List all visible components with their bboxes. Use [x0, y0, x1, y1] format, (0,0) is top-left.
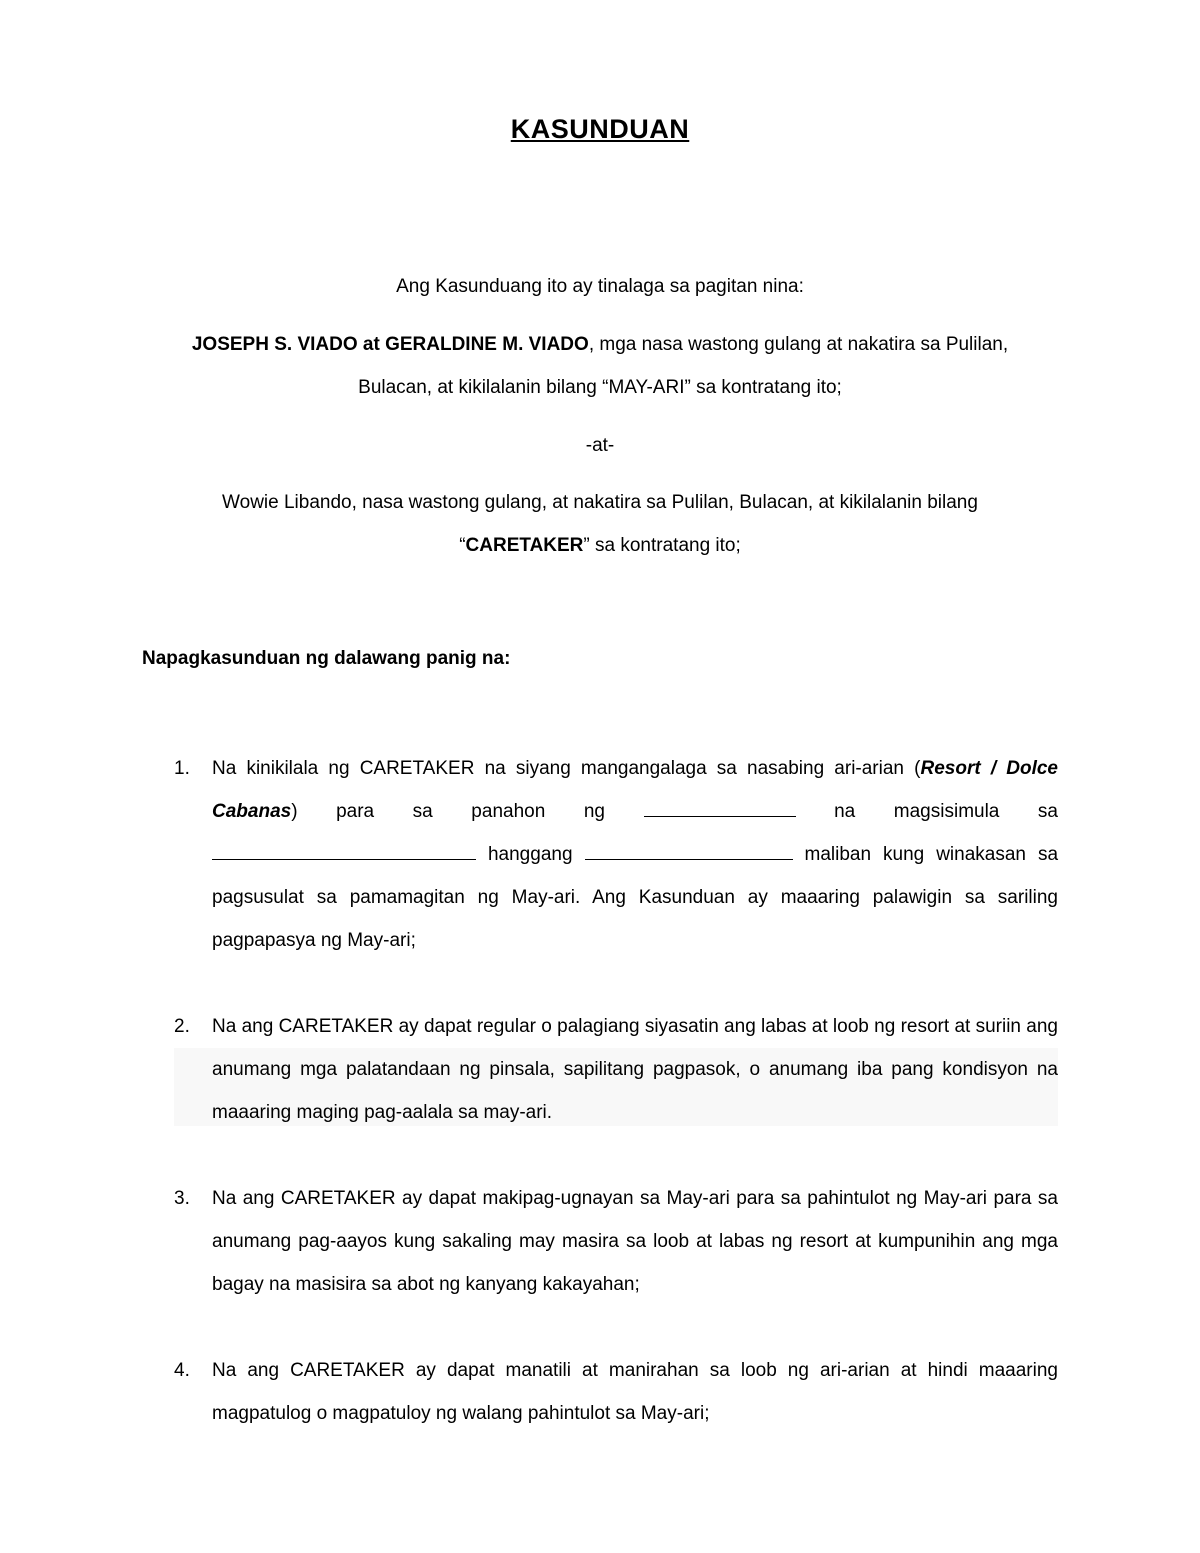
party-owner [0, 323, 1200, 409]
clause-text [212, 747, 1058, 962]
clause1-part-b: ) para sa panahon ng [291, 801, 605, 822]
clause-item [174, 1177, 1058, 1306]
clause-number: 2. [174, 1016, 190, 1037]
party-owner-line2: Bulacan, at kikilalanin bilang “MAY-ARI” sa kontratang ito; [358, 377, 842, 398]
clause1-part-a: Na kinikilala ng CARETAKER na siyang mangangalaga sa nasabing ari-arian ( [212, 758, 921, 779]
clause-number: 4. [174, 1360, 190, 1381]
clause-item [174, 747, 1058, 962]
party-caretaker-line2 [0, 524, 1200, 567]
caretaker-quote-open: “ [459, 535, 466, 556]
clause1-part-d: hanggang [487, 844, 573, 865]
party-caretaker-line1: Wowie Libando, nasa wastong gulang, at nakatira sa Pulilan, Bulacan, at kikilalanin bilang [222, 492, 978, 513]
intro-line: Ang Kasunduang ito ay tinalaga sa pagitan nina: [396, 276, 804, 297]
clause1-part-e: maliban kung winakasan sa pagsusulat sa pamamagitan ng May-ari. Ang Kasunduan ay maaaring palawigin sa sariling pagpapasya ng May-ari; [212, 844, 1059, 951]
caretaker-line2-rest: ” sa kontratang ito; [583, 535, 741, 556]
blank-start-date [212, 839, 476, 860]
party-caretaker [0, 481, 1200, 567]
clause-item [174, 1349, 1058, 1435]
clause1-emphasis: Resort / Dolce Cabanas [212, 758, 1058, 822]
owner-line1-rest: , mga nasa wastong gulang at nakatira sa Pulilan, [588, 334, 1009, 355]
clause-text: Na ang CARETAKER ay dapat regular o palagiang siyasatin ang labas at loob ng resort at suriin ang anumang mga palatandaan ng pinsala, sapilitang pagpasok, o anumang iba pang kondisyon na maaaring maging pag-aalala sa may-ari. [212, 1016, 1058, 1123]
clause-text: Na ang CARETAKER ay dapat makipag-ugnayan sa May-ari para sa pahintulot ng May-ari para sa anumang pag-aayos kung sakaling may masira sa loob at labas ng resort at kumpunihin ang mga bagay na masisira sa abot ng kanyang kakayahan; [212, 1188, 1058, 1295]
agreed-heading: Napagkasunduan ng dalawang panig na: [142, 648, 511, 669]
owner-names: JOSEPH S. VIADO at GERALDINE M. VIADO [191, 334, 589, 355]
clause-item [174, 1005, 1058, 1134]
clause-number: 3. [174, 1188, 190, 1209]
clause1-part-c: na magsisimula sa [834, 801, 1058, 822]
blank-period [644, 796, 796, 817]
clause-number: 1. [174, 758, 190, 779]
party-separator: -at- [585, 435, 615, 456]
clause-text: Na ang CARETAKER ay dapat manatili at manirahan sa loob ng ari-arian at hindi maaaring magpatulog o magpatuloy ng walang pahintulot sa May-ari; [212, 1360, 1058, 1424]
blank-end-date [585, 839, 793, 860]
party-owner-line1 [0, 323, 1200, 366]
caretaker-role: CARETAKER [465, 535, 584, 556]
document-title: KASUNDUAN [510, 114, 690, 144]
